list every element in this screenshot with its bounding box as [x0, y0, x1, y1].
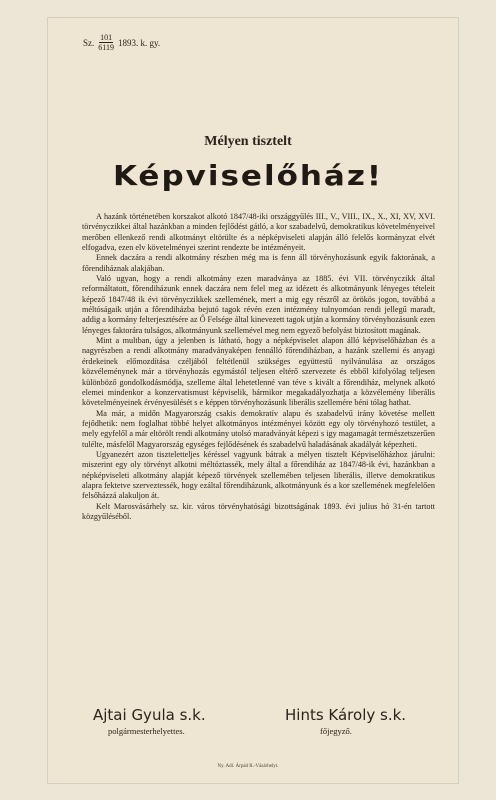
reference-fraction	[98, 33, 114, 52]
paragraph: A hazánk történetében korszakot alkotó 1847/48-iki országgyűlés III., V., VIII., IX., X., XI, XV, XVI. törvényczikkei által hazánkban a minden fejlődést gátló, a kor szabadelvű, demokratikus követelményeivel merőben ellenkező rendi alkotmányt eltörülte és a népképviseleti alapján álló felelős kormányzat elvét elfogadva, ezen elv követelményei szerint rendezte be intézményeit.	[82, 212, 435, 253]
paragraph: Ma már, a midőn Magyarország csakis demokratív alapu és szabadelvű irány követése mellett fejődhetik: nem foglalhat többé helyet alkotmányos intézményei között egy oly törvényhozó testület, a mely egyfelől a már eltörölt rendi alkotmány utolsó maradványát képezi s igy magamagát természetszerűen tulélte, másfelől Magyarország egységes fejlődésének és szabadelvű haladásának akadályát képezheti.	[82, 408, 435, 449]
signature-title-right: főjegyző.	[320, 726, 352, 736]
reference-prefix: Sz.	[83, 37, 95, 48]
salutation: Mélyen tisztelt	[204, 134, 292, 149]
reference-number	[83, 33, 160, 52]
paragraph: Mint a multban, úgy a jelenben is látható, hogy a népképviselet alapon álló képviselőházban és a nagyrészben a rendi alkotmány maradványaképen fennálló főrendiházban, a hazánk szellemi és anyagi érdekeinek előmozdítása czéljából feltétlenül szükséges együttestű nyilvánulása az országos közvéleménynek már a törvényhozás egymástól teljesen eltérő szervezete és ebből kifolyólag teljesen különböző gondolkodásmódja, szelleme által lehetetlenné van téve s kivált a főrendiház, melynek alkotó elemei mindenkor a konzervatismust képviselik, bármikor megakadályozhatja a közvélemény liberális követelményeinek érvényesülését s e képpen törvényhozásunk liberális szellemére béni tólag hathat.	[82, 336, 435, 408]
paragraph: Való ugyan, hogy a rendi alkotmány ezen maradványa az 1885. évi VII. törvényczikk által reformáltatott, főrendiházunk ennek daczára nem felel meg az idézett és alkotmányunk lényeges tételeit képező 1847/48 ik évi törvényczikkek szellemének, mert a mig egy részről az örökös jogon, továbbá a méltóságaik utján a főrendiházba bejutó tagok révén ezen intézmény tulnyomóan rendi jellegű maradt, addig a kormány felterjesztésére az Ő Felsége által kinevezett tagok utján a kormány törvényhozásunk ezen lényeges faktorára tulságos, alkotmányunk szellemével meg nem egyező befolyást biztosított magának.	[82, 274, 435, 335]
printer-imprint: Ny. Adl. Árpád R.-Vásárhelyt.	[217, 764, 279, 769]
signature-title-left: polgármesterhelyettes.	[108, 726, 185, 736]
reference-denominator: 6119	[98, 43, 114, 52]
headline: Képviselőház!	[112, 159, 384, 193]
paragraph: Ennek daczára a rendi alkotmány részben még ma is fenn áll törvényhozásunk egyik faktorának, a főrendiháznak alakjában.	[82, 253, 435, 273]
document-body	[82, 212, 435, 522]
reference-suffix: 1893. k. gy.	[117, 37, 161, 48]
paragraph: Kelt Marosvásárhely sz. kir. város törvényhatósági bizottságának 1893. évi julius hó 31-én tartott közgyűléséből.	[82, 501, 435, 521]
paragraph: Ugyanezért azon tiszteletteljes kéréssel vagyunk bátrak a mélyen tisztelt Képviselőházhoz járulni: miszerint egy oly törvényt alkotni méltóztassék, mely által a főrendiház az 1847/48-ik évi, hazánkban a népképviseleti alkotmány alapját képező törvények szellemében teljesen liberális, illetve demokratikus alapra fektetve szerveztessék, hogy ezáltal főrendiházunk, alkotmányunk és a kor szellemének megfelelően felsőházzá alakuljon át.	[82, 449, 435, 501]
reference-numerator: 101	[100, 33, 113, 42]
signature-name-left: Ajtai Gyula s.k.	[93, 706, 206, 724]
signature-name-right: Hints Károly s.k.	[285, 706, 407, 724]
